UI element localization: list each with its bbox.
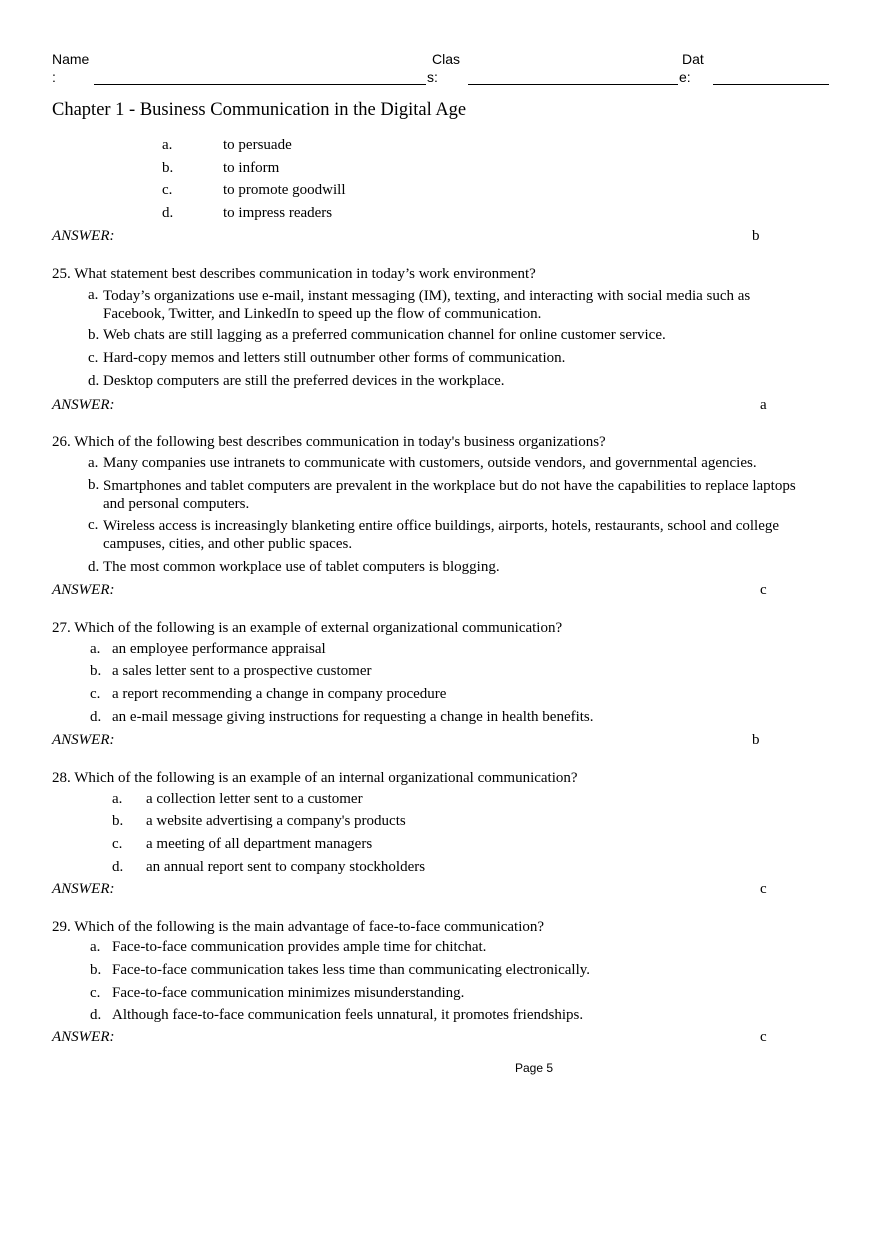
option-letter: d. bbox=[90, 1007, 102, 1023]
answer-value: a bbox=[760, 397, 767, 413]
option-text bbox=[103, 287, 803, 323]
option-text: Many companies use intranets to communicate with customers, outside vendors, and governmental agencies. bbox=[103, 455, 757, 471]
option-text: a report recommending a change in company procedure bbox=[112, 686, 447, 702]
answer-value: b bbox=[752, 732, 760, 748]
question-text: 26. Which of the following best describes communication in today's business organizations? bbox=[52, 434, 606, 450]
option-text: Although face-to-face communication feels unnatural, it promotes friendships. bbox=[112, 1007, 584, 1023]
option-letter: b. bbox=[88, 327, 100, 343]
answer-label: ANSWER: bbox=[52, 1029, 115, 1045]
option-letter: b. bbox=[112, 813, 124, 829]
option-letter: d. bbox=[90, 709, 102, 725]
question-text: 27. Which of the following is an example of external organizational communication? bbox=[52, 620, 563, 636]
option-letter: b. bbox=[88, 477, 100, 493]
option-text: Desktop computers are still the preferred devices in the workplace. bbox=[103, 373, 505, 389]
answer-label: ANSWER: bbox=[52, 397, 115, 413]
question-text: 25. What statement best describes communication in today’s work environment? bbox=[52, 266, 536, 282]
question-text: 28. Which of the following is an example of an internal organizational communication? bbox=[52, 770, 578, 786]
option-letter: c. bbox=[112, 836, 123, 852]
name-label: Name bbox=[52, 51, 90, 67]
class-label: Clas bbox=[432, 51, 461, 67]
option-letter: b. bbox=[90, 663, 102, 679]
name-label-colon: : bbox=[52, 69, 56, 85]
option-letter: c. bbox=[90, 985, 101, 1001]
option-text: Face-to-face communication takes less time than communicating electronically. bbox=[112, 962, 591, 978]
option-letter: a. bbox=[90, 641, 101, 657]
class-field[interactable] bbox=[468, 84, 678, 85]
option-letter: c. bbox=[88, 517, 99, 533]
option-letter: d. bbox=[162, 205, 174, 221]
option-text: to promote goodwill bbox=[223, 182, 346, 198]
answer-label: ANSWER: bbox=[52, 582, 115, 598]
option-text: a meeting of all department managers bbox=[146, 836, 373, 852]
answer-value: c bbox=[760, 881, 767, 897]
option-text: The most common workplace use of tablet computers is blogging. bbox=[103, 559, 500, 575]
page-number: Page 5 bbox=[515, 1061, 554, 1075]
answer-label: ANSWER: bbox=[52, 228, 115, 244]
option-text: Face-to-face communication provides ample time for chitchat. bbox=[112, 939, 487, 955]
option-letter: c. bbox=[90, 686, 101, 702]
date-label: Dat bbox=[682, 51, 704, 67]
option-letter: d. bbox=[88, 373, 100, 389]
option-text: a website advertising a company's products bbox=[146, 813, 406, 829]
option-text: a collection letter sent to a customer bbox=[146, 791, 363, 807]
option-letter: d. bbox=[88, 559, 100, 575]
answer-value: c bbox=[760, 1029, 767, 1045]
question-text: 29. Which of the following is the main advantage of face-to-face communication? bbox=[52, 919, 545, 935]
option-letter: a. bbox=[90, 939, 101, 955]
option-letter: a. bbox=[112, 791, 123, 807]
answer-value: b bbox=[752, 228, 760, 244]
option-letter: c. bbox=[88, 350, 99, 366]
option-text-content: Today’s organizations use e-mail, instant messaging (IM), texting, and interacting with social media such as Facebook, Twitter, and LinkedIn to speed up the flow of communication. bbox=[103, 288, 751, 322]
option-text: an annual report sent to company stockholders bbox=[146, 859, 426, 875]
option-text: an employee performance appraisal bbox=[112, 641, 326, 657]
option-letter: c. bbox=[162, 182, 173, 198]
answer-label: ANSWER: bbox=[52, 732, 115, 748]
option-letter: a. bbox=[162, 137, 173, 153]
option-text: a sales letter sent to a prospective customer bbox=[112, 663, 372, 679]
option-text: to inform bbox=[223, 160, 280, 176]
page-title: Chapter 1 - Business Communication in the Digital Age bbox=[52, 100, 467, 120]
option-letter: a. bbox=[88, 455, 99, 471]
name-field[interactable] bbox=[94, 84, 426, 85]
date-field[interactable] bbox=[713, 84, 829, 85]
option-text: Face-to-face communication minimizes misunderstanding. bbox=[112, 985, 465, 1001]
class-label-suffix: s: bbox=[427, 69, 438, 85]
answer-value: c bbox=[760, 582, 767, 598]
option-letter: b. bbox=[90, 962, 102, 978]
option-text: Wireless access is increasingly blanketing entire office buildings, airports, hotels, restaurants, school and college campuses, cities, and other public spaces. bbox=[103, 518, 780, 552]
option-letter: b. bbox=[162, 160, 174, 176]
option-text: Hard-copy memos and letters still outnumber other forms of communication. bbox=[103, 350, 566, 366]
option-text: an e-mail message giving instructions for requesting a change in health benefits. bbox=[112, 709, 594, 725]
date-label-suffix: e: bbox=[679, 69, 691, 85]
option-text: to impress readers bbox=[223, 205, 333, 221]
answer-label: ANSWER: bbox=[52, 881, 115, 897]
option-text: Smartphones and tablet computers are prevalent in the workplace but do not have the capabilities to replace laptops and personal computers. bbox=[103, 478, 796, 512]
option-text: Web chats are still lagging as a preferred communication channel for online customer service. bbox=[103, 327, 666, 343]
option-text: to persuade bbox=[223, 137, 292, 153]
option-letter: a. bbox=[88, 287, 99, 303]
option-letter: d. bbox=[112, 859, 124, 875]
